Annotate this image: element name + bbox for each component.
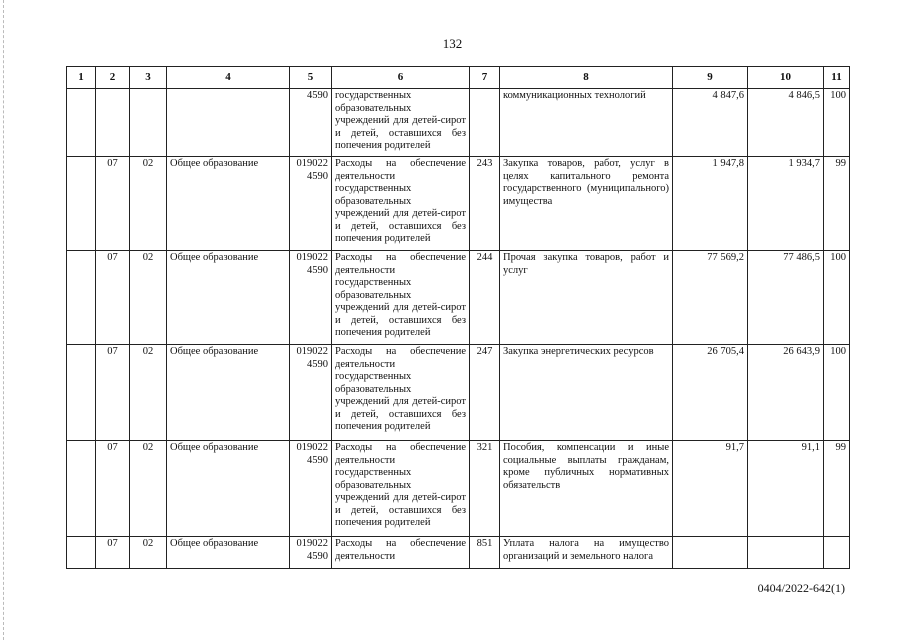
cell-target-name: Расходы на обеспечение деятельности государственных образовательных учреждений для детей-сирот и детей, оставшихся без попечения родителей — [332, 441, 470, 537]
cell-subsection — [130, 89, 167, 157]
header-cell: 8 — [500, 67, 673, 89]
cell-planned: 1 947,8 — [673, 157, 748, 251]
cell-target-name: государственных образовательных учреждений для детей-сирот и детей, оставшихся без попечения родителей — [332, 89, 470, 157]
cell-col1 — [67, 89, 96, 157]
scan-margin-line — [3, 0, 4, 640]
table-row — [67, 345, 850, 441]
cell-expense-name: Прочая закупка товаров, работ и услуг — [500, 251, 673, 345]
cell-target-name: Расходы на обеспечение деятельности — [332, 537, 470, 569]
cell-expense-name: Пособия, компенсации и иные социальные выплаты гражданам, кроме публичных нормативных обязательств — [500, 441, 673, 537]
header-cell: 9 — [673, 67, 748, 89]
cell-subsection: 02 — [130, 441, 167, 537]
cell-expense-type: 244 — [470, 251, 500, 345]
cell-section: 07 — [96, 157, 130, 251]
cell-expense-name: коммуникационных технологий — [500, 89, 673, 157]
header-cell: 7 — [470, 67, 500, 89]
cell-actual: 1 934,7 — [748, 157, 824, 251]
header-cell: 6 — [332, 67, 470, 89]
cell-col1 — [67, 537, 96, 569]
cell-expense-type: 851 — [470, 537, 500, 569]
cell-section-name: Общее образование — [167, 157, 290, 251]
table-row — [67, 157, 850, 251]
cell-actual: 26 643,9 — [748, 345, 824, 441]
cell-actual: 4 846,5 — [748, 89, 824, 157]
cell-target-code: 019022 4590 — [290, 537, 332, 569]
cell-target-code: 4590 — [290, 89, 332, 157]
header-cell: 4 — [167, 67, 290, 89]
cell-planned: 4 847,6 — [673, 89, 748, 157]
cell-target-code: 019022 4590 — [290, 345, 332, 441]
cell-planned: 91,7 — [673, 441, 748, 537]
cell-section — [96, 89, 130, 157]
cell-col1 — [67, 251, 96, 345]
cell-planned: 26 705,4 — [673, 345, 748, 441]
cell-percent: 99 — [824, 157, 850, 251]
header-cell: 3 — [130, 67, 167, 89]
cell-expense-type: 243 — [470, 157, 500, 251]
cell-subsection: 02 — [130, 345, 167, 441]
cell-subsection: 02 — [130, 251, 167, 345]
cell-expense-name: Закупка товаров, работ, услуг в целях капитального ремонта государственного (муниципального) имущества — [500, 157, 673, 251]
cell-section-name — [167, 89, 290, 157]
cell-col1 — [67, 441, 96, 537]
budget-table — [66, 66, 850, 569]
table-row — [67, 537, 850, 569]
cell-section: 07 — [96, 537, 130, 569]
page-number: 132 — [442, 36, 463, 51]
cell-percent — [824, 537, 850, 569]
cell-subsection: 02 — [130, 537, 167, 569]
header-cell: 5 — [290, 67, 332, 89]
document-code: 0404/2022-642(1) — [757, 581, 845, 595]
cell-actual: 77 486,5 — [748, 251, 824, 345]
cell-percent: 100 — [824, 345, 850, 441]
table-header-row — [67, 67, 850, 89]
cell-col1 — [67, 157, 96, 251]
cell-section-name: Общее образование — [167, 345, 290, 441]
cell-planned: 77 569,2 — [673, 251, 748, 345]
cell-expense-type: 247 — [470, 345, 500, 441]
header-cell: 10 — [748, 67, 824, 89]
cell-expense-type: 321 — [470, 441, 500, 537]
cell-target-name: Расходы на обеспечение деятельности государственных образовательных учреждений для детей-сирот и детей, оставшихся без попечения родителей — [332, 251, 470, 345]
cell-target-code: 019022 4590 — [290, 251, 332, 345]
cell-subsection: 02 — [130, 157, 167, 251]
cell-target-code: 019022 4590 — [290, 441, 332, 537]
cell-actual: 91,1 — [748, 441, 824, 537]
cell-target-name: Расходы на обеспечение деятельности государственных образовательных учреждений для детей-сирот и детей, оставшихся без попечения родителей — [332, 345, 470, 441]
cell-percent: 100 — [824, 251, 850, 345]
cell-percent: 100 — [824, 89, 850, 157]
header-cell: 2 — [96, 67, 130, 89]
cell-section-name: Общее образование — [167, 441, 290, 537]
table-row — [67, 89, 850, 157]
table-row — [67, 441, 850, 537]
cell-section-name: Общее образование — [167, 537, 290, 569]
table-row — [67, 251, 850, 345]
cell-expense-type — [470, 89, 500, 157]
cell-target-code: 019022 4590 — [290, 157, 332, 251]
cell-expense-name: Уплата налога на имущество организаций и земельного налога — [500, 537, 673, 569]
cell-col1 — [67, 345, 96, 441]
cell-percent: 99 — [824, 441, 850, 537]
cell-section: 07 — [96, 345, 130, 441]
cell-planned — [673, 537, 748, 569]
cell-section: 07 — [96, 441, 130, 537]
cell-expense-name: Закупка энергетических ресурсов — [500, 345, 673, 441]
cell-target-name: Расходы на обеспечение деятельности государственных образовательных учреждений для детей-сирот и детей, оставшихся без попечения родителей — [332, 157, 470, 251]
header-cell: 11 — [824, 67, 850, 89]
cell-section-name: Общее образование — [167, 251, 290, 345]
cell-actual — [748, 537, 824, 569]
header-cell: 1 — [67, 67, 96, 89]
cell-section: 07 — [96, 251, 130, 345]
